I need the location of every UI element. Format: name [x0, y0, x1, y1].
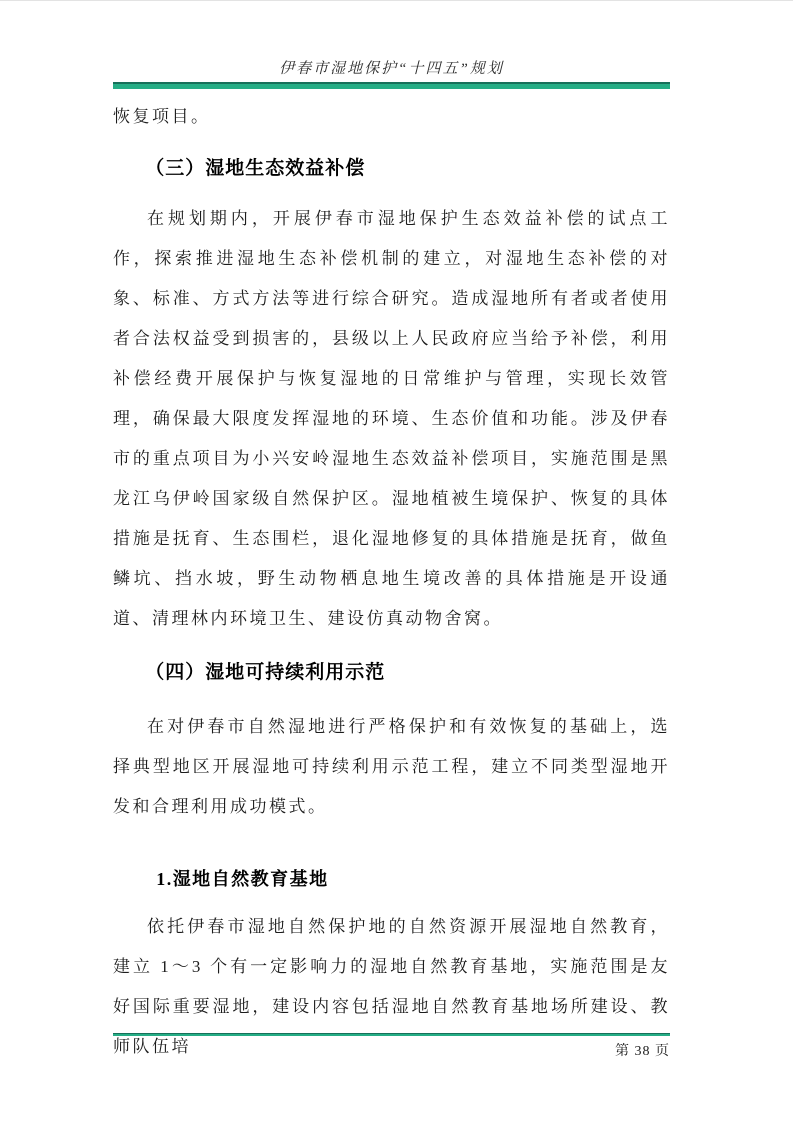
- header-separator-rule: [113, 82, 670, 89]
- page-header-title: 伊春市湿地保护“十四五”规划: [279, 61, 504, 77]
- section-heading-3: （三）湿地生态效益补偿: [145, 158, 366, 179]
- section-heading-4: （四）湿地可持续利用示范: [145, 662, 386, 683]
- paragraph-section-4: 在对伊春市自然湿地进行严格保护和有效恢复的基础上，选择典型地区开展湿地可持续利用示范工程，建立不同类型湿地开发和合理利用成功模式。: [113, 717, 670, 816]
- paragraph-continuation: 恢复项目。: [113, 107, 211, 126]
- footer-separator-rule: [113, 1033, 670, 1036]
- paragraph-education-base: 依托伊春市湿地自然保护地的自然资源开展湿地自然教育，建立 1～3 个有一定影响力的湿地自然教育基地，实施范围是友好国际重要湿地，建设内容包括湿地自然教育基地场所建设、教师队伍培: [113, 917, 670, 1056]
- page-number: 第 38 页: [615, 1044, 670, 1059]
- subsection-heading-education-base: 1.湿地自然教育基地: [156, 869, 329, 889]
- document-body: [113, 97, 670, 1067]
- paragraph-section-3: 在规划期内，开展伊春市湿地保护生态效益补偿的试点工作，探索推进湿地生态补偿机制的建立，对湿地生态补偿的对象、标准、方式方法等进行综合研究。造成湿地所有者或者使用者合法权益受到损害的，县级以上人民政府应当给予补偿，利用补偿经费开展保护与恢复湿地的日常维护与管理，实现长效管理，确保最大限度发挥湿地的环境、生态价值和功能。涉及伊春市的重点项目为小兴安岭湿地生态效益补偿项目，实施范围是黑龙江乌伊岭国家级自然保护区。湿地植被生境保护、恢复的具体措施是抚育、生态围栏，退化湿地修复的具体措施是抚育，做鱼鳞坑、挡水坡，野生动物栖息地生境改善的具体措施是开设通道、清理林内环境卫生、建设仿真动物舍窝。: [113, 209, 670, 628]
